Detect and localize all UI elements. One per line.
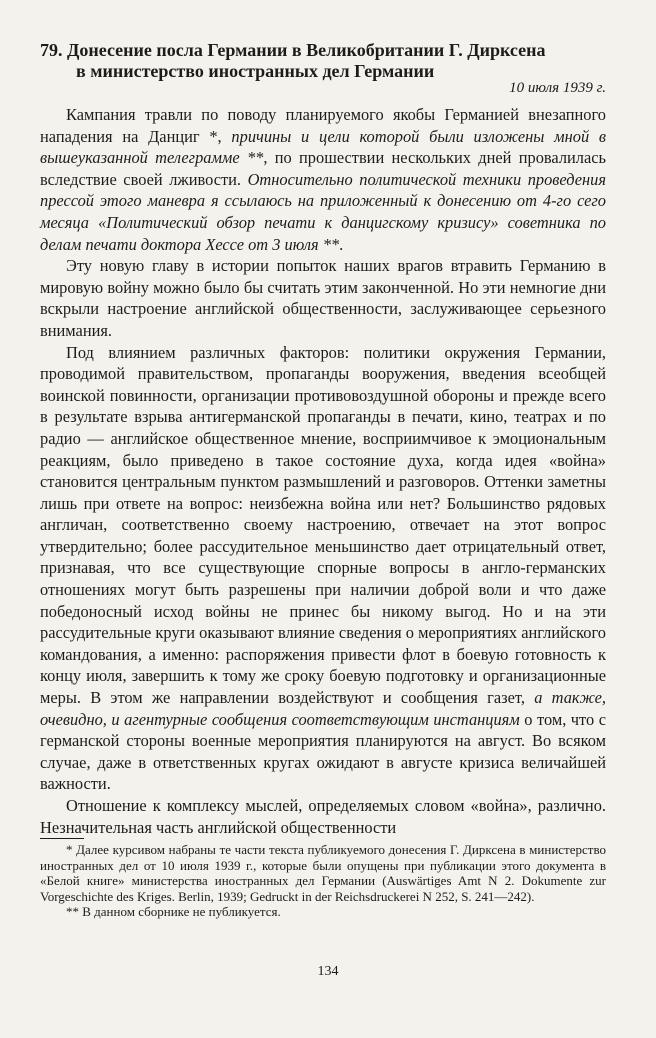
body-paragraph <box>40 255 606 341</box>
italic-text-run: а также, очевидно, и агентурные сообщения соответствующим инстанциям <box>40 688 606 729</box>
title-line-2: в министерство иностранных дел Германии <box>76 61 435 81</box>
document-date: 10 июля 1939 г. <box>509 80 606 96</box>
footnote-1: * Далее курсивом набраны те части текста публикуемого донесения Г. Дирксена в министерство иностранных дел от 10 июля 1939 г., которые были опущены при публикации этого документа в «Белой книге» министерства иностранных дел Германии (Auswärtiges Amt N 2. Dokumente zur Vorgeschichte des Kriges. Berlin, 1939; Gedruckt in der Reichsdruckerei N 252, S. 241—242). <box>40 842 606 904</box>
title-line-1: 79. Донесение посла Германии в Великобритании Г. Дирксена <box>40 40 546 60</box>
text-run: . <box>339 234 344 254</box>
document-title <box>40 40 630 82</box>
italic-text-run: причины и цели которой были изложены мной в вышеуказанной телеграмме ** <box>40 126 607 168</box>
text-run: Под влиянием различных факторов: политики окружения Германии, проводимой правительством, пропаганды вооружения, введения всеобщей воинской повинности, организации противовоздушной обороны и прежде всего в результате взрыва антигерманской пропаганды в печати, кино, театрах и по радио — английское общественное мнение, восприимчивое к эмоциональным реакциям, было приведено в такое состояние духа, когда идея «война» становится центральным пунктом размышлений и разговоров. Оттенки заметны лишь при ответе на вопрос: неизбежна война или нет? Большинство рядовых англичан, соответственно своему настроению, отвечает на этот вопрос утвердительно; более рассудительное меньшинство дает отрицательный ответ, признавая, что все существующие спорные вопросы в англо-германских отношениях могут быть разрешены при наличии доброй воли и что даже победоносный исход войны не принес бы никому выгод. Но и на эти рассудительные круги оказывают влияние сведения о мероприятиях английского командования, а именно: распоряжения привести флот в боевую готовность к концу июля, завершить к тому же сроку боевую подготовку и организационные меры. В этом же направлении воздействуют и сообщения газет, <box>40 342 606 708</box>
body-paragraph <box>40 104 606 255</box>
text-run: Кампания травли по поводу планируемого якобы Германией внезапного нападения на Данциг *, <box>40 105 606 146</box>
footnote-2: ** В данном сборнике не публикуется. <box>66 904 281 920</box>
italic-text-run: Относительно политической техники проведения прессой этого маневра я ссылаюсь на приложенный к донесению от 4-го сего месяца «Политический обзор печати к данцигскому кризису» советника по делам печати доктора Хессе от 3 июля ** <box>40 169 606 254</box>
body-text <box>40 104 606 838</box>
text-run: о том, что с германской стороны военные мероприятия планируются на август. Во всяком случае, даже в ответственных кругах ожидают в августе кризиса величайшей важности. <box>40 709 606 794</box>
footnote-divider <box>40 838 84 839</box>
footnotes <box>40 842 606 920</box>
page-number: 134 <box>317 964 339 979</box>
text-run: Эту новую главу в истории попыток наших врагов втравить Германию в мировую войну можно было бы считать этим законченной. Но эти немногие дни вскрыли настроение английской общественности, заслуживающее серьезного внимания. <box>40 256 606 340</box>
body-paragraph <box>40 795 606 838</box>
body-paragraph <box>40 342 606 795</box>
text-run: Отношение к комплексу мыслей, определяемых словом «война», различно. Незначительная часть английской общественности <box>40 796 606 837</box>
text-run: , по прошествии нескольких дней провалилась вследствие своей лживости. <box>40 148 606 189</box>
